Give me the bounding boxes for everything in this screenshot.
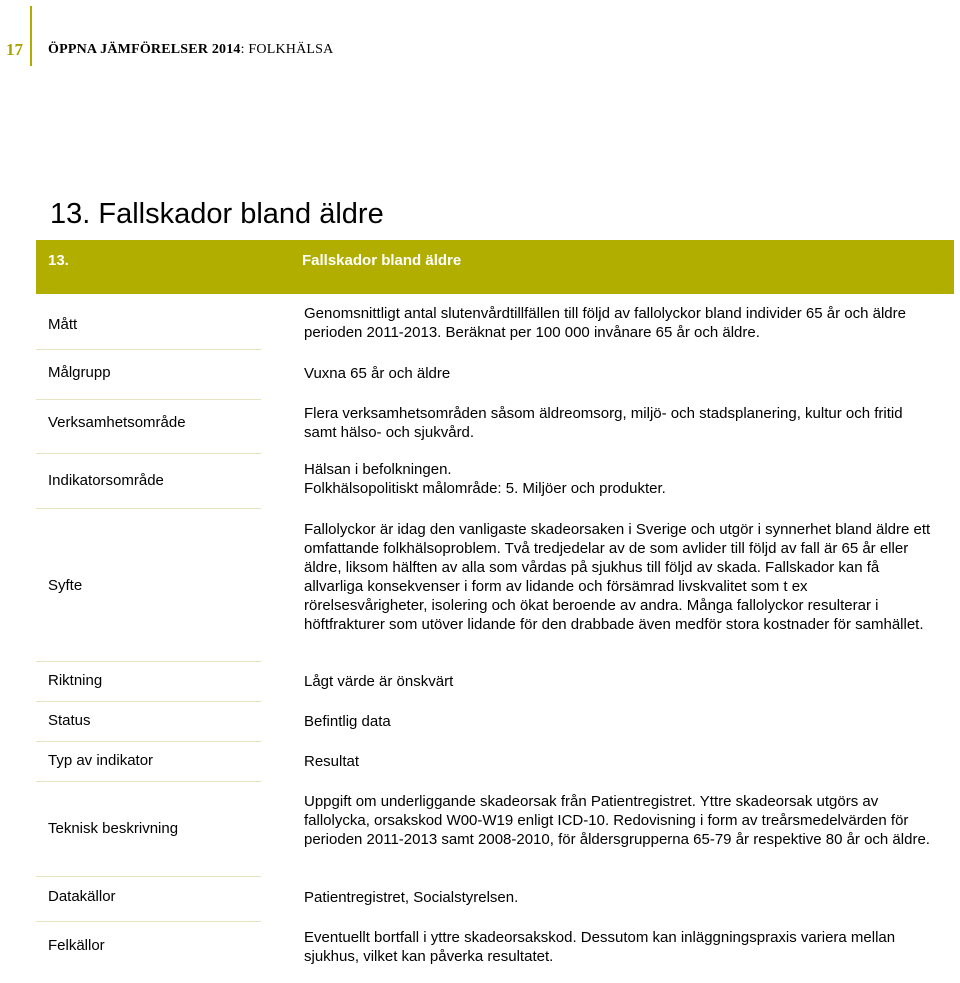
label-matt: Mått: [48, 316, 78, 333]
label-verksamhetsomrade: Verksamhetsområde: [48, 414, 186, 431]
value-malgrupp: Vuxna 65 år och äldre: [304, 365, 451, 382]
label-column: [36, 294, 261, 975]
label-syfte: Syfte: [48, 577, 83, 594]
value-verksamhetsomrade: Flera verksamhetsområden såsom äldreomsorg, miljö- och stadsplanering, kultur och fritid samt hälso- och sjukvård.: [304, 405, 903, 441]
running-header: [48, 42, 333, 58]
row-divider: [36, 701, 261, 702]
page-header: [0, 6, 960, 66]
value-datakallor: Patientregistret, Socialstyrelsen.: [304, 889, 519, 906]
page-number: 17: [6, 40, 23, 59]
label-status: Status: [48, 712, 91, 729]
row-divider: [36, 508, 261, 509]
value-indikatorsomrade: [304, 460, 932, 498]
value-matt: Genomsnittligt antal slutenvårdtillfällen till följd av fallolyckor bland individer 65 år och äldre perioden 2011-2013. Beräknat per 100 000 invånare 65 år och äldre.: [304, 305, 906, 341]
row-divider: [36, 741, 261, 742]
value-status: Befintlig data: [304, 713, 391, 730]
indicator-table: [36, 240, 954, 975]
header-divider: [30, 6, 32, 66]
value-indikatorsomrade-line2: Folkhälsopolitiskt målområde: 5. Miljöer och produkter.: [304, 480, 666, 497]
running-header-bold: ÖPPNA JÄMFÖRELSER 2014: [48, 42, 241, 57]
row-divider: [36, 781, 261, 782]
label-felkallor: Felkällor: [48, 937, 105, 954]
label-typ-av-indikator: Typ av indikator: [48, 752, 154, 769]
row-divider: [36, 921, 261, 922]
value-indikatorsomrade-line1: Hälsan i befolkningen.: [304, 461, 452, 478]
row-divider: [36, 349, 261, 350]
value-riktning: Lågt värde är önskvärt: [304, 673, 454, 690]
row-divider: [36, 453, 261, 454]
label-indikatorsomrade: Indikatorsområde: [48, 472, 164, 489]
value-syfte: Fallolyckor är idag den vanligaste skadeorsaken i Sverige och utgör i synnerhet bland äldre ett omfattande folkhälsoproblem. Två tredjedelar av de som avlider till följd av fall är 65 år eller äldre, liksom hälften av alla som vårdas på sjukhus till följd av skada. Fallskador kan få allvarliga konsekvenser i form av lidande och försämrad livskvalitet som t ex rörelsesvårigheter, isolering och ökat beroende av andra. Många fallolyckor resulterar i höftfrakturer som utöver lidande för den drabbade även medför stora kostnader för samhället.: [304, 521, 931, 633]
label-riktning: Riktning: [48, 672, 103, 689]
table-header: [36, 240, 954, 294]
running-header-rest: : FOLKHÄLSA: [240, 42, 334, 57]
label-datakallor: Datakällor: [48, 888, 116, 905]
value-typ-av-indikator: Resultat: [304, 753, 360, 770]
label-malgrupp: Målgrupp: [48, 364, 111, 381]
label-teknisk-beskrivning: Teknisk beskrivning: [48, 820, 179, 837]
row-divider: [36, 661, 261, 662]
value-felkallor: Eventuellt bortfall i yttre skadeorsakskod. Dessutom kan inläggningspraxis variera mellan sjukhus, vilket kan påverka resultatet.: [304, 929, 896, 965]
row-divider: [36, 399, 261, 400]
chapter-title: 13. Fallskador bland äldre: [50, 198, 384, 230]
table-header-title: Fallskador bland äldre: [302, 252, 462, 269]
table-header-number: 13.: [48, 252, 69, 269]
row-divider: [36, 876, 261, 877]
value-teknisk-beskrivning: Uppgift om underliggande skadeorsak från Patientregistret. Yttre skadeorsak utgörs av fallolycka, orsakskod W00-W19 enligt ICD-10. Redovisning i form av treårsmedelvärden för perioden 2011-2013 samt 2008-2010, för åldersgrupperna 65-79 år respektive 80 år och äldre.: [304, 793, 930, 848]
